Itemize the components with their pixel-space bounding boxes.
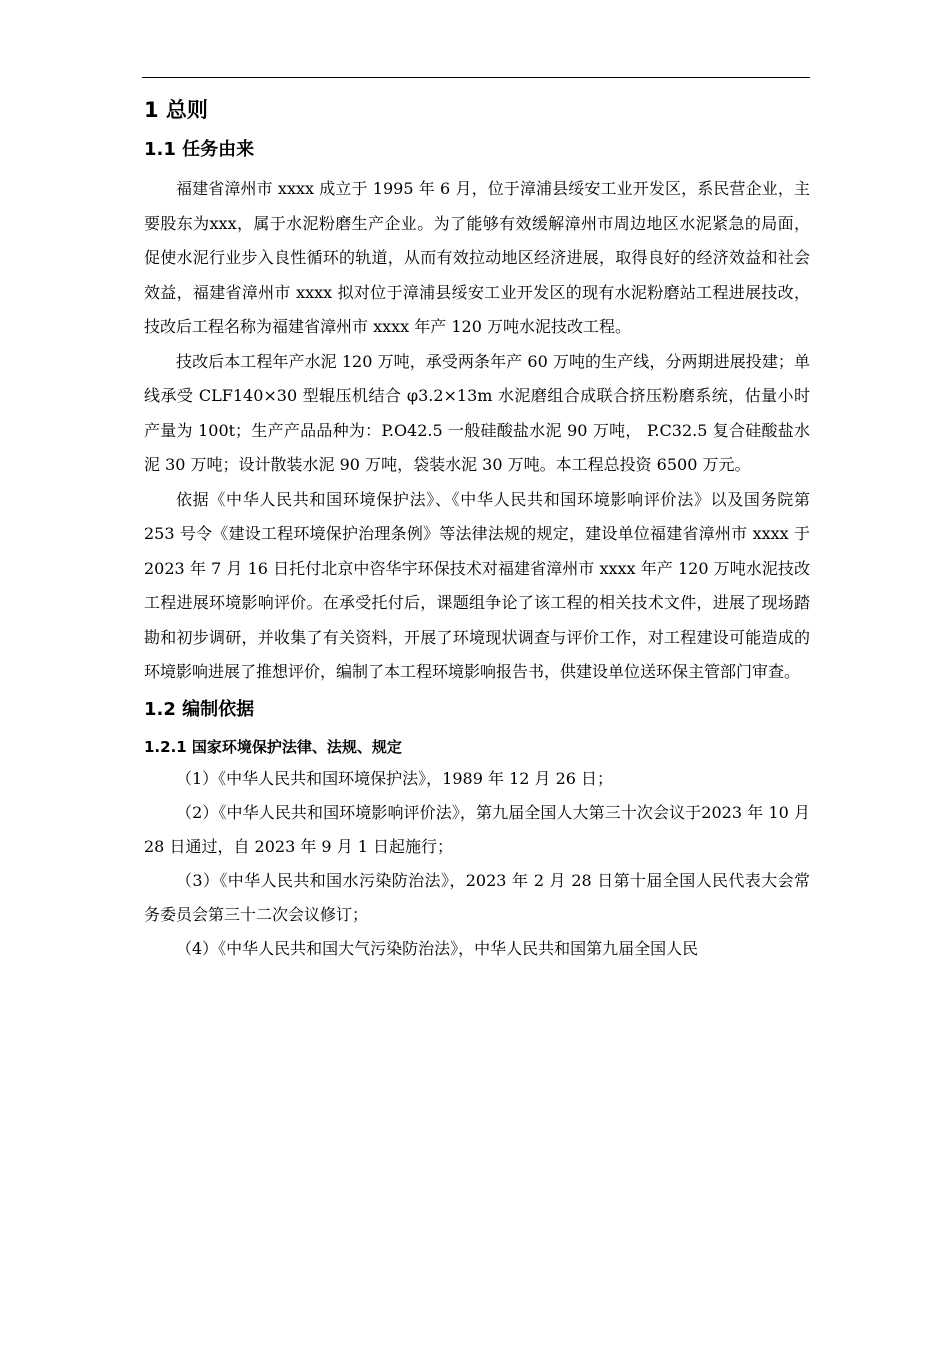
section-heading-basis: 1.2 编制依据 xyxy=(144,698,255,720)
section-heading-task-origin: 1.1 任务由来 xyxy=(144,139,255,160)
paragraph: 福建省漳州市 xxxx 成立于 1995 年 6 月，位于漳浦县绥安工业开发区，系民营企业，主要股东为xxx，属于水泥粉磨生产企业。为了能够有效缓解漳州市周边地区水泥紧急的局面，促使水泥行业步入良性循环的轨道，从而有效拉动地区经济进展，取得良好的经济效益和社会效益，福建省漳州市 xxxx 拟对位于漳浦县绥安工业开发区的现有水泥粉磨站工程进展技改，技改后工程名称为福建省漳州市 xxxx 年产 120 万吨水泥技改工程。 xyxy=(144,179,810,336)
reference-item: （2）《中华人民共和国环境影响评价法》，第九届全国人大第三十次会议于2023 年 10 月 28 日通过，自 2023 年 9 月 1 日起施行； xyxy=(144,802,810,856)
reference-item: （3）《中华人民共和国水污染防治法》，2023 年 2 月 28 日第十届全国人民代表大会常务委员会第三十二次会议修订； xyxy=(144,870,810,924)
subsection-heading-laws: 1.2.1 国家环境保护法律、法规、规定 xyxy=(144,737,402,756)
paragraph: 技改后本工程年产水泥 120 万吨，承受两条年产 60 万吨的生产线，分两期进展投建；单线承受 CLF140×30 型辊压机结合 φ3.2×13m 水泥磨组合成联合挤压粉磨系统，估量小时产量为 100t；生产产品品种为：P.O42.5 一般硅酸盐水泥 90 万吨， P.C32.5 复合硅酸盐水泥 30 万吨；设计散装水泥 90 万吨，袋装水泥 30 万吨。本工程总投资 6500 万元。 xyxy=(144,351,810,474)
reference-item: （4）《中华人民共和国大气污染防治法》，中华人民共和国第九届全国人民 xyxy=(176,938,699,958)
reference-list xyxy=(144,762,810,966)
chapter-heading: 1 总则 xyxy=(144,98,208,122)
reference-item: （1）《中华人民共和国环境保护法》，1989 年 12 月 26 日； xyxy=(176,768,614,788)
header-rule xyxy=(142,77,810,78)
paragraph: 依据《中华人民共和国环境保护法》、《中华人民共和国环境影响评价法》以及国务院第 253 号令《建设工程环境保护治理条例》等法律法规的规定，建设单位福建省漳州市 xxxx 于 2023 年 7 月 16 日托付北京中咨华宇环保技术对福建省漳州市 xxxx 年产 120 万吨水泥技改工程进展环境影响评价。在承受托付后，课题组争论了该工程的相关技术文件，进展了现场踏勘和初步调研，并收集了有关资料，开展了环境现状调查与评价工作，对工程建设可能造成的环境影响进展了推想评价，编制了本工程环境影响报告书，供建设单位送环保主管部门审查。 xyxy=(144,489,810,681)
page-content xyxy=(144,92,810,966)
